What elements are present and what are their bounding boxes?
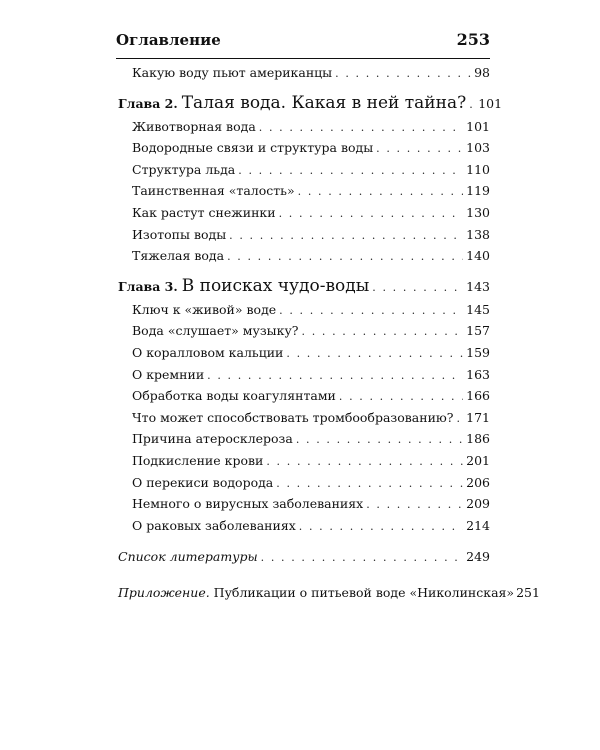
dot-leader xyxy=(299,520,463,533)
toc-page-number: 249 xyxy=(466,549,490,565)
toc-label: Тяжелая вода xyxy=(132,248,225,264)
toc-entry-row xyxy=(118,518,490,540)
toc-label xyxy=(118,93,466,113)
toc-page-number: 159 xyxy=(466,344,490,360)
backmatter-label: Список литературы xyxy=(118,549,258,565)
toc-page-number: 251 xyxy=(516,585,540,601)
chapter-prefix: Глава 2. xyxy=(118,95,178,111)
dot-leader xyxy=(302,325,464,338)
table-of-contents xyxy=(118,65,540,611)
dot-leader xyxy=(261,551,464,564)
toc-entry-row xyxy=(118,183,490,205)
dot-leader xyxy=(376,142,463,155)
toc-chapter-row xyxy=(118,276,490,302)
header-page-number: 253 xyxy=(456,30,490,49)
toc-backmatter-row xyxy=(118,585,540,611)
toc-entry-row xyxy=(118,410,490,432)
toc-entry-row xyxy=(118,453,490,475)
toc-label: Какую воду пьют американцы xyxy=(132,65,333,80)
toc-page-number: 110 xyxy=(466,161,490,177)
toc-chapter-row xyxy=(118,92,503,119)
toc-label xyxy=(118,276,369,296)
running-header xyxy=(116,30,490,59)
toc-page-number: 206 xyxy=(466,474,490,490)
toc-entry-row xyxy=(118,431,490,453)
toc-page-number: 186 xyxy=(466,431,490,447)
dot-leader xyxy=(238,164,463,177)
toc-page-number: 130 xyxy=(466,204,490,220)
toc-page-number: 157 xyxy=(466,323,490,339)
toc-page-number: 101 xyxy=(478,95,503,111)
toc-label: О кремнии xyxy=(132,366,205,382)
toc-entry-row xyxy=(118,227,490,249)
dot-leader xyxy=(296,433,463,446)
toc-label: Причина атеросклероза xyxy=(132,431,293,447)
toc-label: Животворная вода xyxy=(132,118,256,134)
dot-leader xyxy=(279,304,463,317)
dot-leader xyxy=(229,229,463,242)
toc-label: Структура льда xyxy=(132,161,236,177)
toc-entry-row xyxy=(118,496,490,518)
toc-label: Что может способствовать тромбообразованию? xyxy=(132,409,454,425)
toc-page-number: 138 xyxy=(466,226,490,242)
toc-entry-row xyxy=(118,65,490,87)
toc-page-number: 214 xyxy=(466,517,490,533)
toc-entry-row xyxy=(118,248,490,270)
toc-label: Обработка воды коагулянтами xyxy=(132,388,336,404)
toc-page-number: 101 xyxy=(466,118,490,134)
toc-label xyxy=(118,549,258,564)
dot-leader xyxy=(339,390,463,403)
toc-label xyxy=(118,585,514,600)
chapter-title: Талая вода. Какая в ней тайна? xyxy=(181,92,467,113)
toc-backmatter-row xyxy=(118,549,490,575)
chapter-prefix: Глава 3. xyxy=(118,278,178,294)
dot-leader xyxy=(456,412,463,425)
dot-leader xyxy=(298,185,464,198)
toc-label: Немного о вирусных заболеваниях xyxy=(132,496,364,512)
toc-label: О раковых заболеваниях xyxy=(132,517,296,533)
toc-page-number: 163 xyxy=(466,366,490,382)
toc-page-number: 166 xyxy=(466,388,490,404)
toc-entry-row xyxy=(118,302,490,324)
dot-leader xyxy=(335,67,471,80)
toc-label: О перекиси водорода xyxy=(132,474,274,490)
dot-leader xyxy=(366,498,463,511)
toc-page-number: 119 xyxy=(466,183,490,199)
dot-leader xyxy=(286,347,463,360)
toc-entry-row xyxy=(118,345,490,367)
toc-entry-row xyxy=(118,162,490,184)
toc-page-number: 145 xyxy=(466,301,490,317)
toc-page-number: 98 xyxy=(474,65,490,80)
toc-entry-row xyxy=(118,119,490,141)
toc-page-number: 209 xyxy=(466,496,490,512)
backmatter-description: Публикации о питьевой воде «Николинская» xyxy=(209,585,515,601)
toc-page-number: 171 xyxy=(466,409,490,425)
toc-label: Подкисление крови xyxy=(132,452,264,468)
header-title: Оглавление xyxy=(116,31,221,49)
toc-label: Ключ к «живой» воде xyxy=(132,301,277,317)
toc-label: Вода «слушает» музыку? xyxy=(132,323,299,339)
dot-leader xyxy=(207,369,463,382)
toc-label: Таинственная «талость» xyxy=(132,183,295,199)
toc-entry-row xyxy=(118,140,490,162)
toc-page-number: 201 xyxy=(466,452,490,468)
dot-leader xyxy=(259,121,463,134)
dot-leader xyxy=(372,281,463,294)
dot-leader xyxy=(227,250,463,263)
chapter-title: В поисках чудо-воды xyxy=(181,275,370,296)
toc-page-number: 143 xyxy=(466,278,490,294)
toc-label: Водородные связи и структура воды xyxy=(132,140,374,156)
toc-label: О коралловом кальции xyxy=(132,344,284,360)
dot-leader xyxy=(266,455,463,468)
toc-entry-row xyxy=(118,388,490,410)
toc-entry-row xyxy=(118,323,490,345)
toc-entry-row xyxy=(118,475,490,497)
backmatter-label: Приложение. xyxy=(118,585,210,601)
toc-entry-row xyxy=(118,205,490,227)
toc-page-number: 140 xyxy=(466,248,490,264)
dot-leader xyxy=(279,207,464,220)
toc-page-number: 103 xyxy=(466,140,490,156)
toc-label: Как растут снежинки xyxy=(132,204,276,220)
dot-leader xyxy=(469,98,475,111)
dot-leader xyxy=(276,477,463,490)
toc-label: Изотопы воды xyxy=(132,226,227,242)
toc-entry-row xyxy=(118,367,490,389)
